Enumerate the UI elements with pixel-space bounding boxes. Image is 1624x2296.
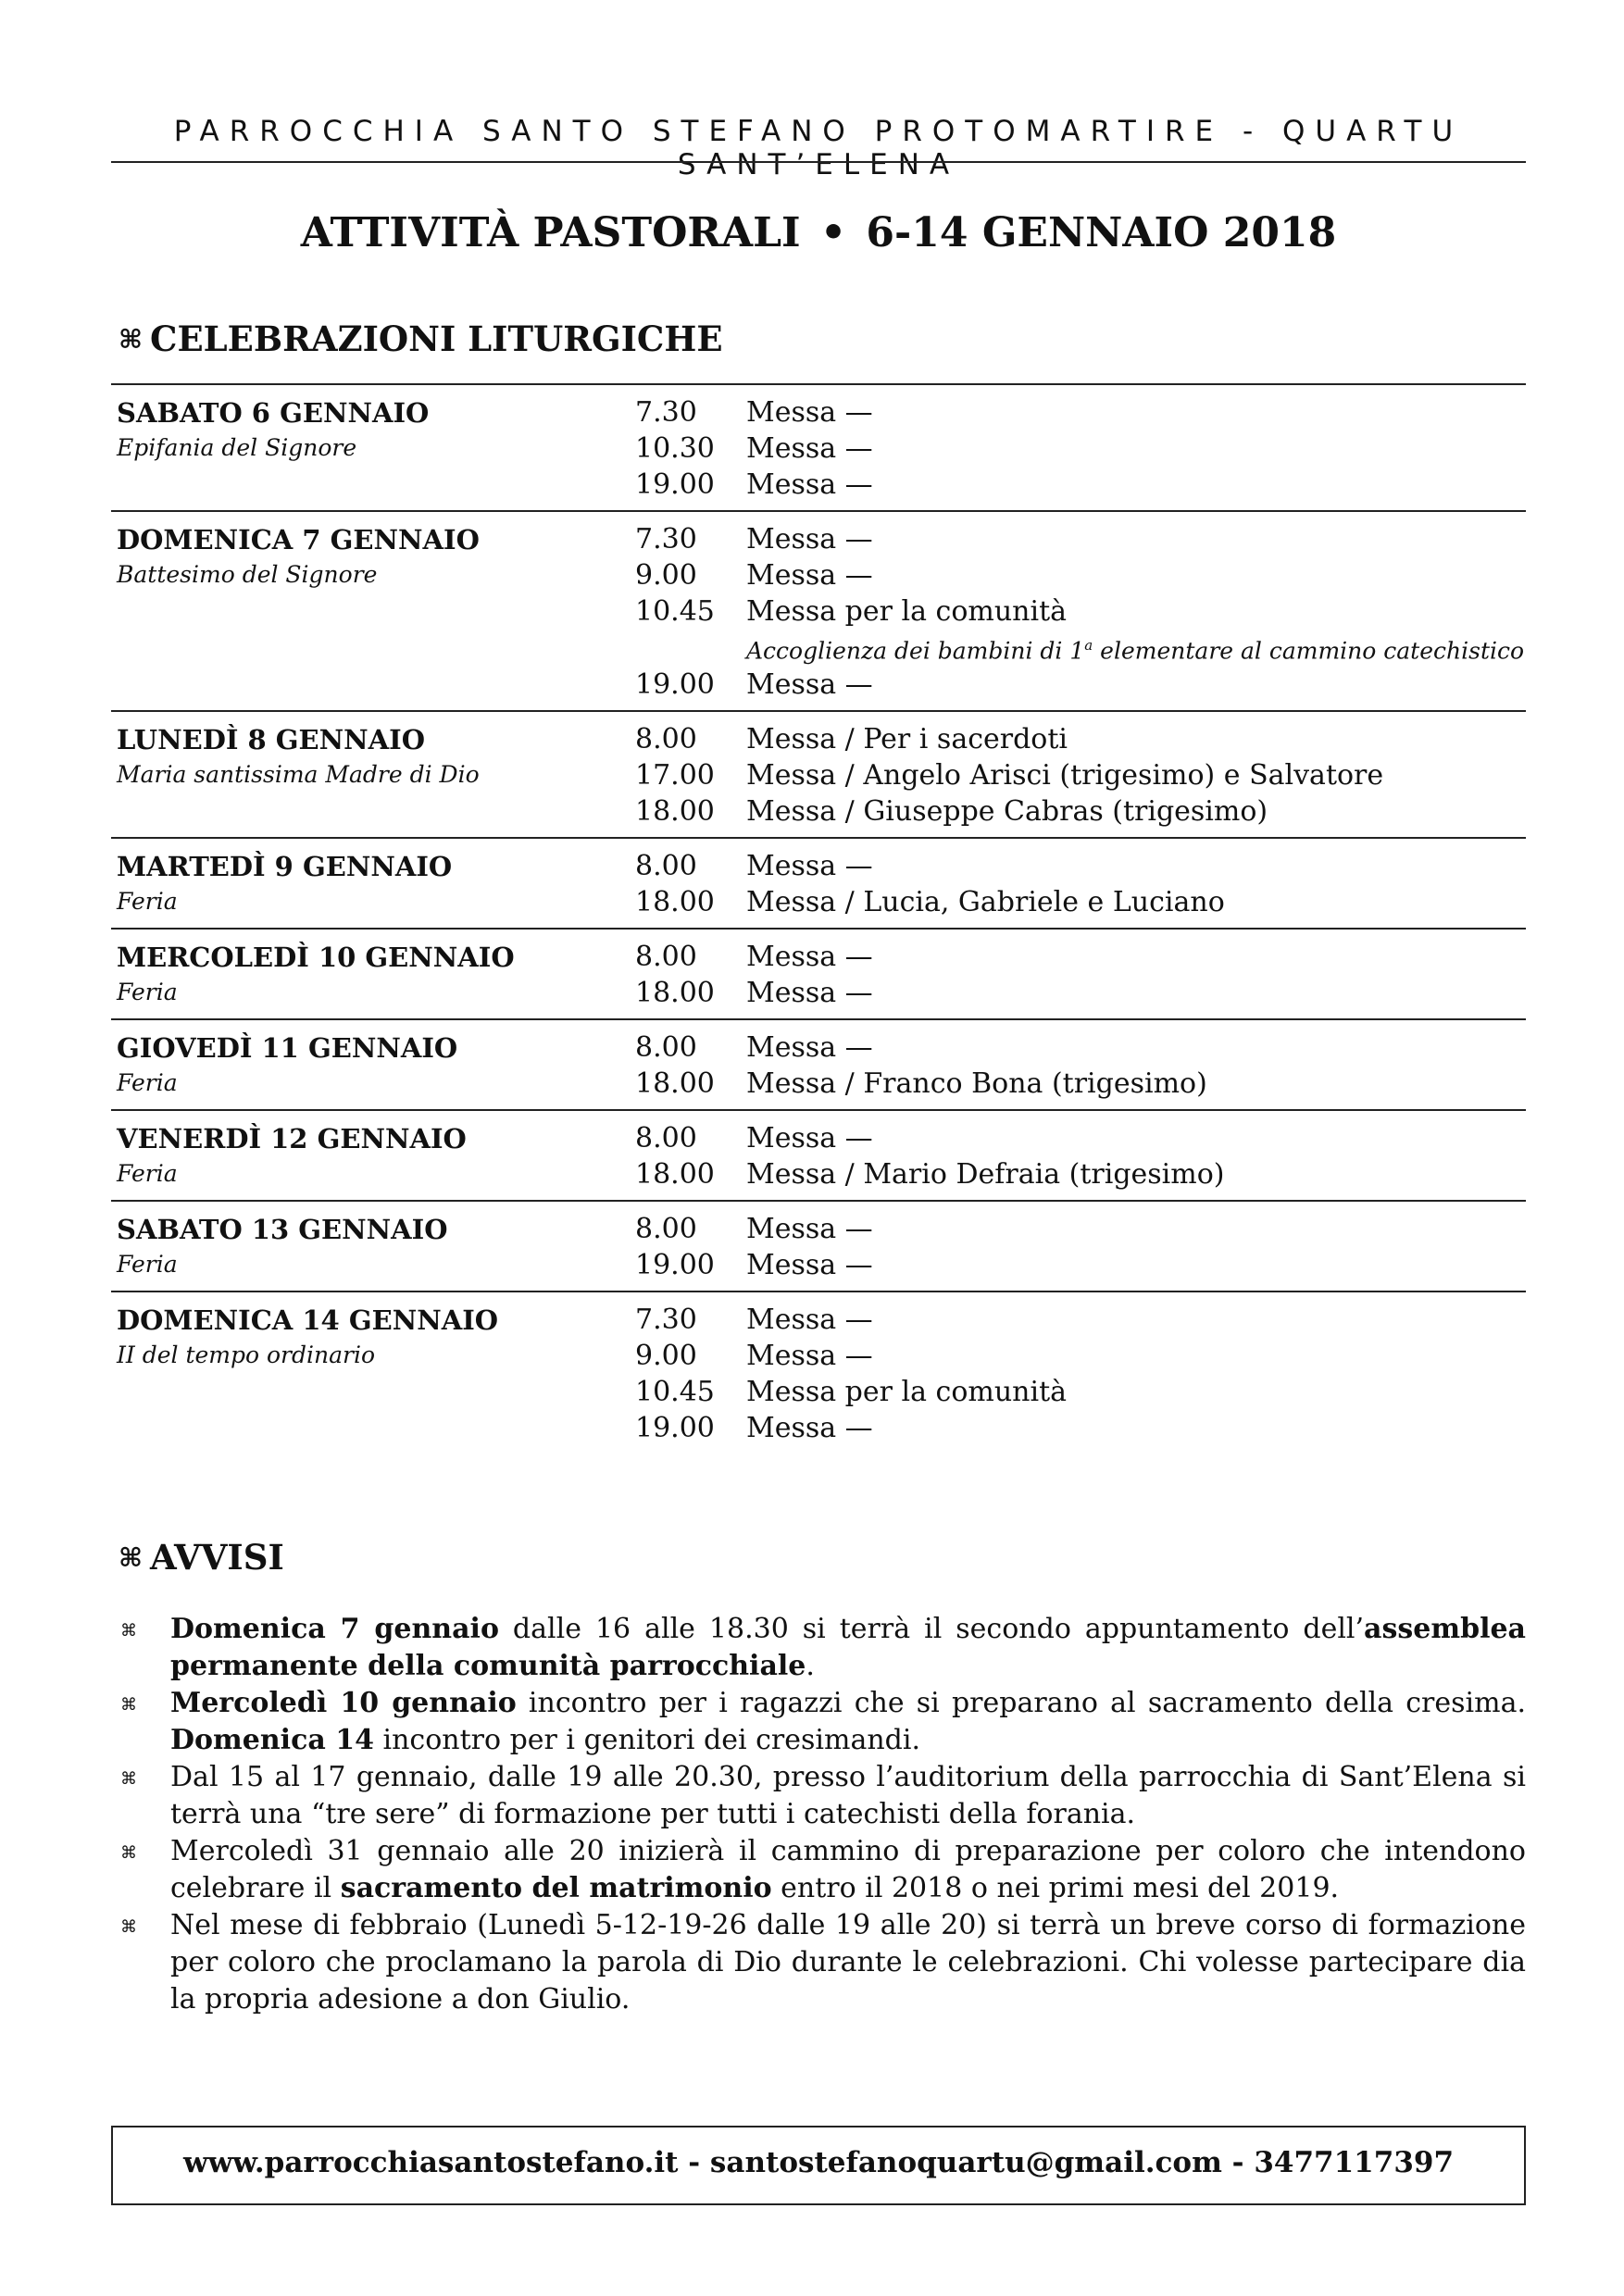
mass-entry <box>635 721 1526 757</box>
mass-entry <box>635 939 1526 975</box>
mass-time: 18.00 <box>635 1067 715 1101</box>
notice-text <box>170 1761 1526 1830</box>
mass-description: Messa / Per i sacerdoti <box>746 723 1068 756</box>
mass-description: Messa — <box>746 1213 873 1246</box>
day-row <box>111 1292 1526 1454</box>
day-feast: Feria <box>117 1069 178 1097</box>
mass-description: Messa — <box>746 1412 873 1445</box>
mass-time: 10.45 <box>635 595 715 628</box>
place-of-interest-icon: ⌘ <box>119 1542 143 1573</box>
mass-entry <box>635 593 1526 630</box>
notice-item <box>111 1759 1526 1833</box>
mass-description: Messa — <box>746 468 873 501</box>
section-heading-celebrazioni <box>119 318 723 359</box>
note-text: Accoglienza dei bambini di 1 <box>746 637 1085 665</box>
mass-time: 8.00 <box>635 1031 697 1065</box>
mass-description: Messa / Angelo Arisci (trigesimo) e Salvatore <box>746 759 1384 792</box>
notice-text-part: . <box>806 1650 815 1682</box>
mass-entry <box>635 1029 1526 1066</box>
day-row <box>111 930 1526 1020</box>
mass-time: 10.30 <box>635 432 715 465</box>
mass-description: Messa per la comunità <box>746 1376 1068 1409</box>
mass-description: Messa / Mario Defraia (trigesimo) <box>746 1158 1225 1192</box>
mass-time: 7.30 <box>635 396 697 429</box>
mass-entries <box>635 394 1526 503</box>
notice-text <box>170 1835 1526 1904</box>
footer-contacts: www.parrocchiasantostefano.it - santostefanoquartu@gmail.com - 3477117397 <box>182 2146 1455 2179</box>
notice-item <box>111 1833 1526 1907</box>
notice-item <box>111 1685 1526 1759</box>
notice-text-part: Nel mese di febbraio (Lunedì 5-12-19-26 dalle 19 alle 20) si terrà un breve corso di formazione per coloro che proclamano la parola di Dio durante le celebrazioni. Chi volesse partecipare dia la propria adesione a don Giulio. <box>170 1909 1526 2015</box>
day-feast: Feria <box>117 1251 178 1279</box>
mass-description: Messa — <box>746 559 873 592</box>
mass-entry <box>635 884 1526 920</box>
day-feast: Maria santissima Madre di Dio <box>117 761 480 789</box>
mass-description: Messa — <box>746 1031 873 1065</box>
mass-description: Messa — <box>746 1340 873 1373</box>
day-row <box>111 1202 1526 1292</box>
mass-entry <box>635 1302 1526 1338</box>
mass-entries <box>635 939 1526 1011</box>
day-row <box>111 385 1526 512</box>
day-feast: Feria <box>117 979 178 1006</box>
mass-time: 8.00 <box>635 1122 697 1155</box>
mass-entries <box>635 1120 1526 1192</box>
notice-text-part: incontro per i genitori dei cresimandi. <box>373 1724 920 1756</box>
day-info <box>111 1211 635 1283</box>
mass-entries <box>635 848 1526 920</box>
mass-entry <box>635 793 1526 830</box>
bullet-icon: ⌘ <box>120 1769 137 1789</box>
mass-entry <box>635 1156 1526 1192</box>
section-title: CELEBRAZIONI LITURGICHE <box>150 318 723 359</box>
mass-entry <box>635 1410 1526 1446</box>
day-feast: Feria <box>117 888 178 916</box>
page-title <box>111 209 1526 256</box>
mass-description: Messa per la comunità <box>746 595 1068 628</box>
mass-description: Messa — <box>746 1249 873 1282</box>
day-feast: Feria <box>117 1160 178 1188</box>
mass-time: 8.00 <box>635 723 697 756</box>
mass-entries <box>635 1029 1526 1102</box>
notice-text-part: Dal 15 al 17 gennaio, dalle 19 alle 20.30, presso l’auditorium della parrocchia di Sant’Elena si terrà una “tre sere” di formazione per tutti i catechisti della forania. <box>170 1761 1526 1830</box>
notice-text-part: dalle 16 alle 18.30 si terrà il secondo appuntamento dell’ <box>498 1613 1365 1645</box>
mass-entries <box>635 1302 1526 1446</box>
mass-entry <box>635 1338 1526 1374</box>
mass-description: Messa — <box>746 668 873 702</box>
mass-description: Messa — <box>746 396 873 429</box>
note-text: elementare al cammino catechistico <box>1093 637 1525 665</box>
notice-emphasis: Domenica 7 gennaio <box>170 1613 499 1645</box>
notice-item <box>111 1907 1526 2018</box>
mass-entries <box>635 721 1526 830</box>
notice-text <box>170 1909 1526 2015</box>
place-of-interest-icon: ⌘ <box>119 324 143 355</box>
mass-entry <box>635 1066 1526 1102</box>
mass-description: Messa — <box>746 941 873 974</box>
mass-time: 19.00 <box>635 668 715 702</box>
day-name: SABATO 13 GENNAIO <box>117 1214 448 1246</box>
day-name: SABATO 6 GENNAIO <box>117 397 430 429</box>
day-info <box>111 1302 635 1446</box>
mass-note <box>635 630 1526 667</box>
mass-entry <box>635 467 1526 503</box>
notice-emphasis: Domenica 14 <box>170 1724 374 1756</box>
mass-time: 18.00 <box>635 1158 715 1192</box>
notice-emphasis: Mercoledì 10 gennaio <box>170 1687 517 1719</box>
notice-item <box>111 1611 1526 1685</box>
notice-emphasis: sacramento del matrimonio <box>340 1872 772 1904</box>
bullet-icon: ⌘ <box>120 1917 137 1937</box>
mass-entry <box>635 1120 1526 1156</box>
day-name: LUNEDÌ 8 GENNAIO <box>117 724 426 756</box>
mass-entry <box>635 667 1526 703</box>
mass-entries <box>635 1211 1526 1283</box>
title-activities: ATTIVITÀ PASTORALI <box>300 209 801 256</box>
mass-entry <box>635 848 1526 884</box>
day-row <box>111 1020 1526 1111</box>
day-name: MERCOLEDÌ 10 GENNAIO <box>117 942 515 974</box>
notice-emphasis: assemblea permanente della comunità parrocchiale <box>170 1613 1526 1682</box>
day-name: MARTEDÌ 9 GENNAIO <box>117 851 453 883</box>
liturgical-schedule <box>111 383 1526 1454</box>
mass-time: 19.00 <box>635 468 715 501</box>
mass-entry <box>635 757 1526 793</box>
mass-entry <box>635 1247 1526 1283</box>
mass-description: Messa — <box>746 432 873 465</box>
mass-time: 8.00 <box>635 1213 697 1246</box>
day-info <box>111 394 635 503</box>
mass-entry <box>635 1374 1526 1410</box>
day-row <box>111 839 1526 930</box>
mass-entry <box>635 975 1526 1011</box>
header-divider <box>111 161 1526 163</box>
mass-entry <box>635 1211 1526 1247</box>
note-superscript: a <box>1084 637 1093 654</box>
day-feast: II del tempo ordinario <box>117 1341 375 1369</box>
notice-text-part: entro il 2018 o nei primi mesi del 2019. <box>771 1872 1340 1904</box>
mass-entry <box>635 394 1526 430</box>
day-feast: Epifania del Signore <box>117 434 357 461</box>
mass-entry <box>635 430 1526 467</box>
mass-time: 9.00 <box>635 559 697 592</box>
mass-entries <box>635 521 1526 703</box>
section-heading-avvisi <box>119 1537 284 1578</box>
notice-text-part: incontro per i ragazzi che si preparano al sacramento della cresima. <box>516 1687 1526 1719</box>
mass-time: 18.00 <box>635 886 715 919</box>
mass-description: Messa — <box>746 850 873 883</box>
day-info <box>111 939 635 1011</box>
day-name: DOMENICA 7 GENNAIO <box>117 524 480 555</box>
day-info <box>111 721 635 830</box>
mass-time: 17.00 <box>635 759 715 792</box>
mass-entry <box>635 521 1526 557</box>
day-row <box>111 1111 1526 1202</box>
mass-time: 8.00 <box>635 850 697 883</box>
mass-description: Messa / Franco Bona (trigesimo) <box>746 1067 1207 1101</box>
mass-entry <box>635 557 1526 593</box>
mass-description: Messa — <box>746 523 873 555</box>
notices-list <box>111 1611 1526 2018</box>
mass-time: 18.00 <box>635 977 715 1010</box>
bullet-icon: ⌘ <box>120 1621 137 1641</box>
day-name: GIOVEDÌ 11 GENNAIO <box>117 1032 458 1065</box>
day-info <box>111 1120 635 1192</box>
bullet-icon: ⌘ <box>120 1843 137 1863</box>
day-row <box>111 712 1526 839</box>
mass-time: 10.45 <box>635 1376 715 1409</box>
section-title: AVVISI <box>150 1537 284 1578</box>
day-info <box>111 848 635 920</box>
mass-time: 18.00 <box>635 795 715 829</box>
mass-time: 8.00 <box>635 941 697 974</box>
mass-time: 7.30 <box>635 1304 697 1337</box>
day-name: DOMENICA 14 GENNAIO <box>117 1304 499 1337</box>
day-row <box>111 512 1526 712</box>
notice-text <box>170 1687 1526 1756</box>
day-name: VENERDÌ 12 GENNAIO <box>117 1123 467 1155</box>
day-info <box>111 1029 635 1102</box>
mass-description: Messa — <box>746 1304 873 1337</box>
title-separator: • <box>819 209 847 256</box>
mass-time: 19.00 <box>635 1412 715 1445</box>
bullet-icon: ⌘ <box>120 1695 137 1715</box>
mass-description: Messa / Giuseppe Cabras (trigesimo) <box>746 795 1268 829</box>
mass-description: Messa / Lucia, Gabriele e Luciano <box>746 886 1225 919</box>
mass-time: 7.30 <box>635 523 697 555</box>
title-dates: 6-14 GENNAIO 2018 <box>866 209 1337 256</box>
day-info <box>111 521 635 703</box>
parish-header: PARROCCHIA SANTO STEFANO PROTOMARTIRE - QUARTU SANT’ELENA <box>173 115 1464 181</box>
mass-description: Messa — <box>746 977 873 1010</box>
notice-text-part: Mercoledì 31 gennaio alle 20 inizierà il cammino di preparazione per coloro che intendono celebrare il <box>170 1835 1526 1904</box>
day-feast: Battesimo del Signore <box>117 561 378 588</box>
mass-description: Messa — <box>746 1122 873 1155</box>
mass-time: 9.00 <box>635 1340 697 1373</box>
notice-text <box>170 1613 1526 1682</box>
mass-time: 19.00 <box>635 1249 715 1282</box>
